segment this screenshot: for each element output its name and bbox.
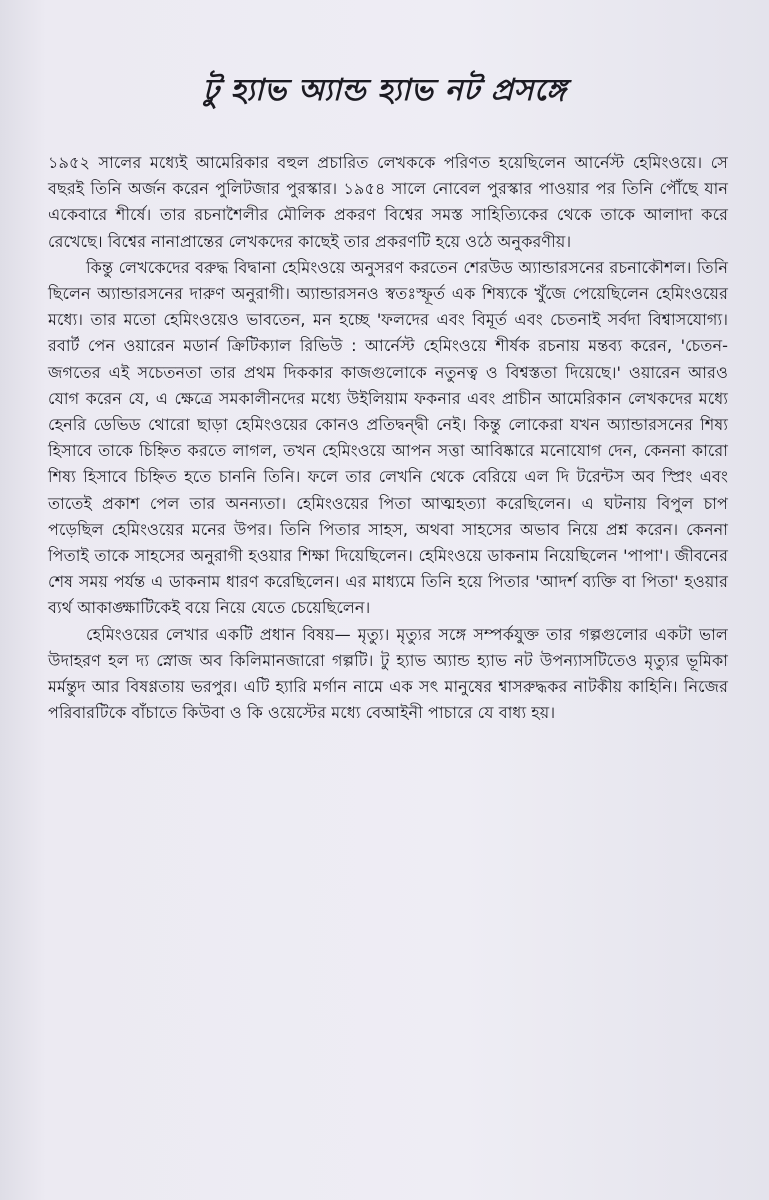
chapter-title: টু হ্যাভ অ্যান্ড হ্যাভ নট প্রসঙ্গে (202, 73, 567, 108)
body-text (48, 150, 728, 726)
paragraph-1: ১৯৫২ সালের মধ্যেই আমেরিকার বহুল প্রচারিত লেখককে পরিণত হয়েছিলেন আর্নেস্ট হেমিংওয়ে। সে বছরই তিনি অর্জন করেন পুলিটজার পুরস্কার। ১৯৫৪ সালে নোবেল পুরস্কার পাওয়ার পর তিনি পৌঁছে যান একেবারে শীর্ষে। তার রচনাশৈলীর মৌলিক প্রকরণ বিশ্বের সমস্ত সাহিত্যিকের থেকে তাকে আলাদা করে রেখেছে। বিশ্বের নানাপ্রান্তের লেখকদের কাছেই তার প্রকরণটি হয়ে ওঠে অনুকরণীয়। (48, 153, 728, 251)
paragraph-3: হেমিংওয়ের লেখার একটি প্রধান বিষয়— মৃত্যু। মৃত্যুর সঙ্গে সম্পর্কযুক্ত তার গল্পগুলোর একটা ভাল উদাহরণ হল দ্য স্নোজ অব কিলিমানজারো গল্পটি। টু হ্যাভ অ্যান্ড হ্যাভ নট উপন্যাসটিতেও মৃত্যুর ভূমিকা মর্মন্তুদ আর বিষণ্ণতায় ভরপুর। এটি হ্যারি মর্গান নামে এক সৎ মানুষের শ্বাসরুদ্ধকর নাটকীয় কাহিনি। নিজের পরিবারটিকে বাঁচাতে কিউবা ও কি ওয়েস্টের মধ্যে বেআইনী পাচারে যে বাধ্য হয়। (48, 624, 728, 723)
paragraph-2: কিন্তু লেখকেদের বরুদ্ধ বিদ্বানা হেমিংওয়ে অনুসরণ করতেন শেরউড অ্যান্ডারসনের রচনাকৌশল। তিনি ছিলেন অ্যান্ডারসনের দারুণ অনুরাগী। অ্যান্ডারসনও স্বতঃস্ফূর্ত এক শিষ্যকে খুঁজে পেয়েছিলেন হেমিংওয়ের মধ্যে। তার মতো হেমিংওয়েও ভাবতেন, মন হচ্ছে 'ফলদের এবং বিমূর্ত এবং চেতনাই সর্বদা বিশ্বাসযোগ্য। রবার্ট পেন ওয়ারেন মডার্ন ক্রিটিক্যাল রিভিউ : আর্নেস্ট হেমিংওয়ে শীর্ষক রচনায় মন্তব্য করেন, 'চেতন-জগতের এই সচেতনতা তার প্রথম দিককার কাজগুলোকে নতুনত্ব ও বিশ্বস্ততা দিয়েছে।' ওয়ারেন আরও যোগ করেন যে, এ ক্ষেত্রে সমকালীনদের মধ্যে উইলিয়াম ফকনার এবং প্রাচীন আমেরিকান লেখকদের মধ্যে হেনরি ডেভিড থোরো ছাড়া হেমিংওয়ের কোনও প্রতিদ্বন্দ্বী নেই। কিন্তু লোকেরা যখন অ্যান্ডারসনের শিষ্য হিসাবে তাকে চিহ্নিত করতে লাগল, তখন হেমিংওয়ে আপন সত্তা আবিষ্কারে মনোযোগ দেন, কেননা কারো শিষ্য হিসাবে চিহ্নিত হতে চাননি তিনি। ফলে তার লেখনি থেকে বেরিয়ে এল দি টরেন্টস অব স্প্রিং এবং তাতেই প্রকাশ পেল তার অনন্যতা। হেমিংওয়ের পিতা আত্মহত্যা করেছিলেন। এ ঘটনায় বিপুল চাপ পড়েছিল হেমিংওয়ের মনের উপর। তিনি পিতার সাহস, অথবা সাহসের অভাব নিয়ে প্রশ্ন করেন। কেননা পিতাই তাকে সাহসের অনুরাগী হওয়ার শিক্ষা দিয়েছিলেন। হেমিংওয়ে ডাকনাম নিয়েছিলেন 'পাপা'। জীবনের শেষ সময় পর্যন্ত এ ডাকনাম ধারণ করেছিলেন। এর মাধ্যমে তিনি হয়ে পিতার 'আদর্শ ব্যক্তি বা পিতা' হওয়ার ব্যর্থ আকাঙ্ক্ষাটিকেই বয়ে নিয়ে যেতে চেয়েছিলেন। (48, 257, 728, 618)
